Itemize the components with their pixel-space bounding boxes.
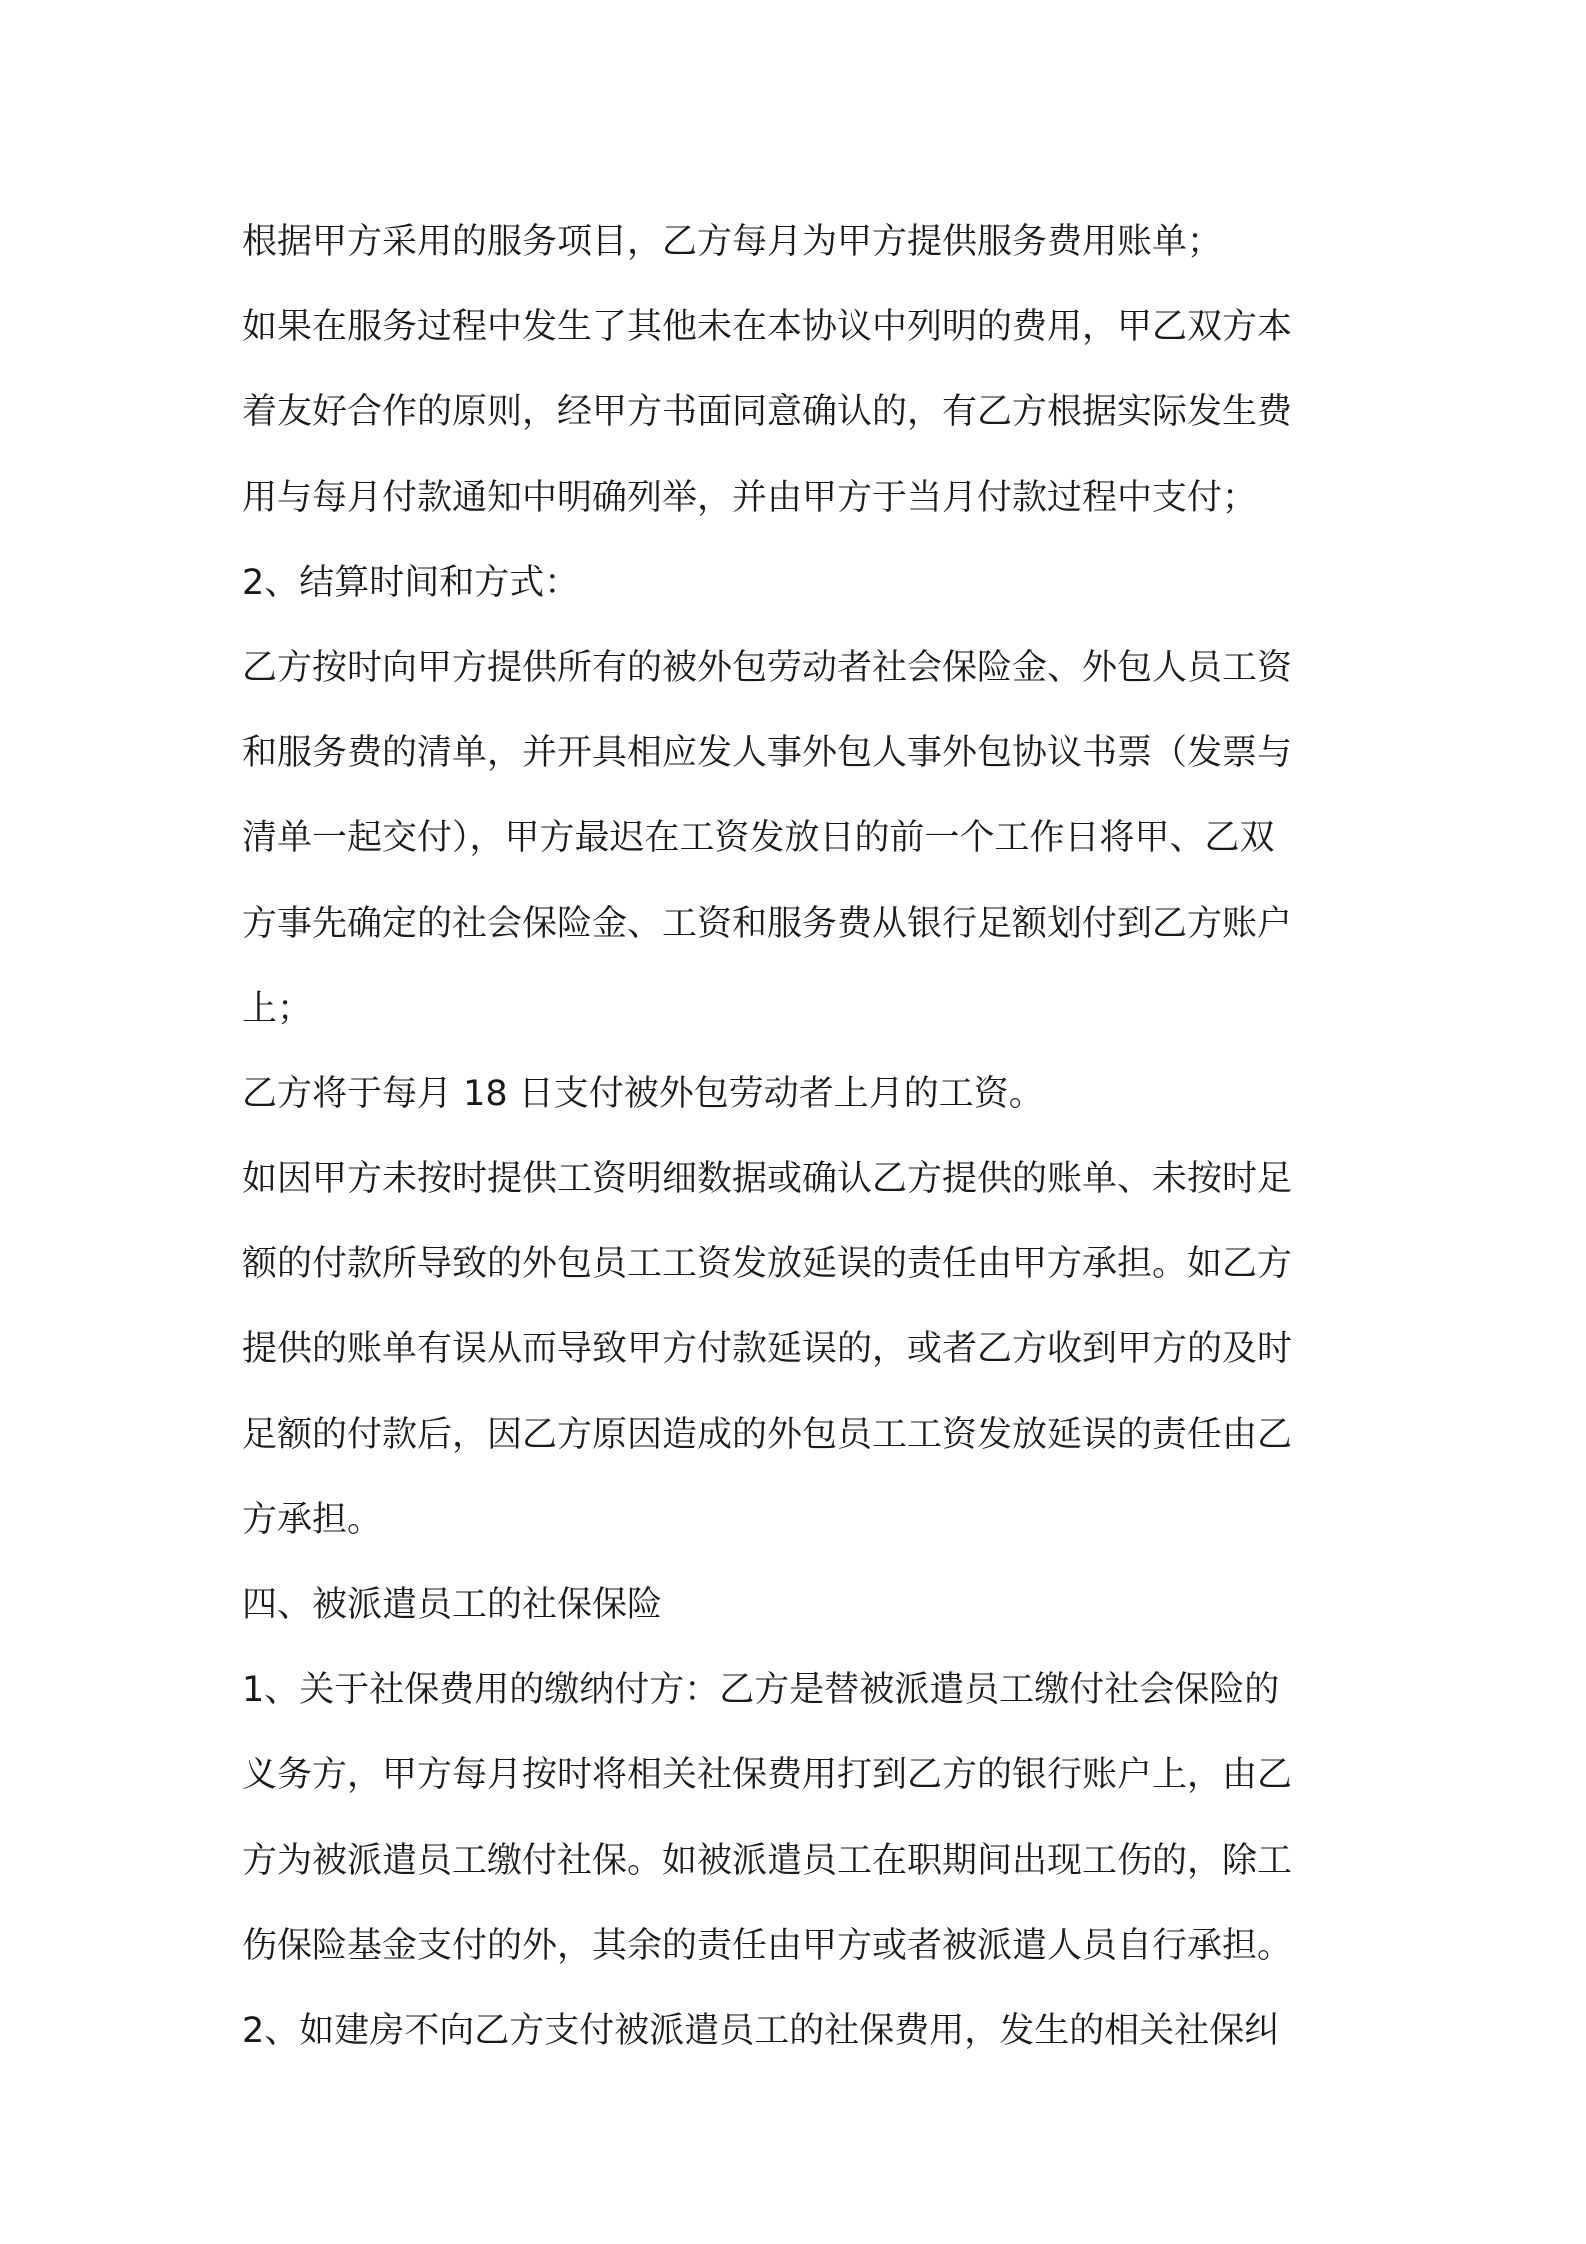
- text-line: 足额的付款后，因乙方原因造成的外包员工工资发放延误的责任由乙: [242, 1414, 1293, 1455]
- text-line: 用与每月付款通知中明确列举，并由甲方于当月付款过程中支付；: [242, 477, 1258, 518]
- text-line: 清单一起交付），甲方最迟在工资发放日的前一个工作日将甲、乙双: [242, 818, 1275, 859]
- text-line: 方为被派遣员工缴付社保。如被派遣员工在职期间出现工伤的，除工: [242, 1840, 1293, 1881]
- section-heading: 四、被派遣员工的社保保险: [242, 1585, 663, 1625]
- text-line: 义务方，甲方每月按时将相关社保费用打到乙方的银行账户上，由乙: [242, 1755, 1293, 1796]
- text-line: 如因甲方未按时提供工资明细数据或确认乙方提供的账单、未按时足: [242, 1159, 1293, 1200]
- text-line: 上；: [242, 988, 313, 1029]
- text-line: 和服务费的清单，并开具相应发人事外包人事外包协议书票（发票与: [242, 733, 1293, 774]
- text-line: 乙方按时向甲方提供所有的被外包劳动者社会保险金、外包人员工资: [242, 647, 1293, 688]
- section-heading: 2、结算时间和方式：: [242, 562, 580, 603]
- document-body: [242, 200, 1352, 2074]
- text-line: 1、关于社保费用的缴纳付方：乙方是替被派遣员工缴付社会保险的: [242, 1670, 1280, 1711]
- text-line: 伤保险基金支付的外，其余的责任由甲方或者被派遣人员自行承担。: [242, 1925, 1293, 1966]
- text-line: 2、如建房不向乙方支付被派遣员工的社保费用，发生的相关社保纠: [242, 2010, 1280, 2051]
- text-line: 方承担。: [242, 1499, 383, 1540]
- text-line: 根据甲方采用的服务项目，乙方每月为甲方提供服务费用账单；: [242, 222, 1223, 262]
- text-line: 着友好合作的原则，经甲方书面同意确认的，有乙方根据实际发生费: [242, 392, 1293, 433]
- text-line: 方事先确定的社会保险金、工资和服务费从银行足额划付到乙方账户: [242, 903, 1293, 944]
- text-line: 提供的账单有误从而导致甲方付款延误的，或者乙方收到甲方的及时: [242, 1329, 1293, 1370]
- text-line: 如果在服务过程中发生了其他未在本协议中列明的费用，甲乙双方本: [242, 307, 1293, 348]
- text-line: 乙方将于每月 18 日支付被外包劳动者上月的工资。: [242, 1073, 1044, 1114]
- text-line: 额的付款所导致的外包员工工资发放延误的责任由甲方承担。如乙方: [242, 1244, 1293, 1285]
